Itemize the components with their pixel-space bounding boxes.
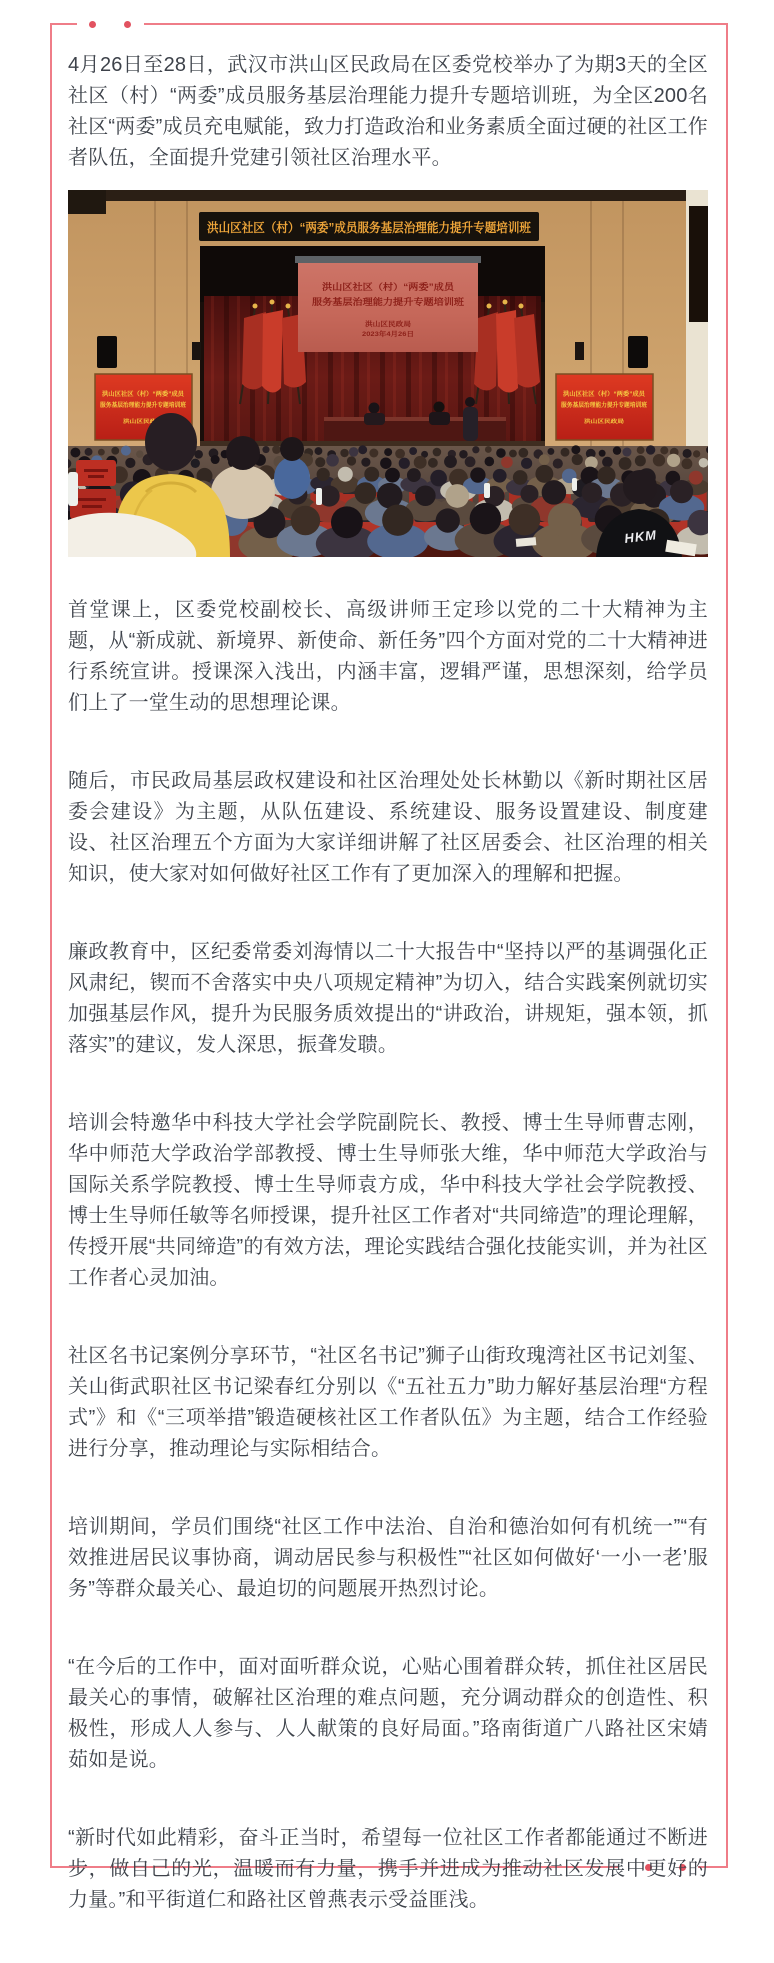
head-table-top xyxy=(324,417,506,421)
svg-text:洪山区民政局: 洪山区民政局 xyxy=(123,419,154,425)
paragraph-case-sharing: 社区名书记案例分享环节，“社区名书记”狮子山街玫瑰湾社区书记刘玺、关山街武职社区书记梁春红分别以《“五社五力”助力解好基层治理“方程式”》和《“三项举措”锻造硬核社区工作者队伍》为主题，结合工作经验进行分享，推动理论与实际相结合。 xyxy=(68,1345,708,1460)
paragraph-first-lecture: 首堂课上，区委党校副校长、高级讲师王定珍以党的二十大精神为主题，从“新成就、新境界、新使命、新任务”四个方面对党的二十大精神进行系统宣讲。授课深入浅出，内涵丰富，逻辑严谨，思想深刻，给学员们上了一堂生动的思想理论课。 xyxy=(68,599,708,714)
screen-date-line: 2023年4月26日 xyxy=(362,331,407,338)
speaker-right xyxy=(628,336,648,368)
control-window xyxy=(689,206,708,322)
svg-text:洪山区民政局: 洪山区民政局 xyxy=(584,419,615,425)
paragraph-quote-zeng: “新时代如此精彩，奋斗正当时，希望每一位社区工作者都能通过不断进步，做自己的光，温暖而有力量，携手并进成为推动社区发展中更好的力量。”和平街道仁和路社区曾燕表示受益匪浅。 xyxy=(68,1827,708,1911)
paragraph-professors: 培训会特邀华中科技大学社会学院副院长、教授、博士生导师曹志刚，华中师范大学政治学部教授、博士生导师张大维，华中师范大学政治与国际关系学院教授、博士生导师袁方成，华中科技大学社会学院教授、博士生导师任敏等名师授课，提升社区工作者对“共同缔造”的理论理解，传授开展“共同缔造”的有效方法，理论实践结合强化技能实训，并为社区工作者心灵加油。 xyxy=(68,1112,708,1289)
screen-top-bar xyxy=(295,256,481,263)
paragraph-linqin-lecture: 随后，市民政局基层政权建设和社区治理处处长林勤以《新时期社区居委会建设》为主题，从队伍建设、系统建设、服务设置建设、制度建设、社区治理五个方面为大家详细讲解了社区居委会、社区治理的相关知识，使大家对如何做好社区工作有了更加深入的理解和把握。 xyxy=(68,770,708,885)
ceiling-corner xyxy=(68,190,106,214)
paragraph-discussions: 培训期间，学员们围绕“社区工作中法治、自治和德治如何有机统一”“有效推进居民议事协商，调动居民参与积极性”“社区如何做好‘一小一老’服务”等群众最关心、最迫切的问题展开热烈讨论。 xyxy=(68,1516,708,1600)
frame-border-right xyxy=(726,23,728,1868)
speaker-left xyxy=(97,336,117,368)
svg-text:洪山区社区（村）“两委”成员: 洪山区社区（村）“两委”成员 xyxy=(102,392,181,398)
projection-screen xyxy=(298,263,478,352)
hkm-jacket-label: HKM xyxy=(623,527,658,546)
paragraph-intro: 4月26日至28日，武汉市洪山区民政局在区委党校举办了为期3天的全区社区（村）“两委”成员服务基层治理能力提升专题培训班，为全区200名社区“两委”成员充电赋能，致力打造政治和业务素质全面过硬的社区工作者队伍，全面提升党建引领社区治理水平。 xyxy=(68,54,708,169)
banner-text: 洪山区社区（村）“两委”成员服务基层治理能力提升专题培训班 xyxy=(207,221,558,235)
svg-text:服务基层治理能力提升专题培训班: 服务基层治理能力提升专题培训班 xyxy=(100,403,191,409)
screen-title-line2: 服务基层治理能力提升专题培训班 xyxy=(312,297,448,307)
svg-text:洪山区社区（村）“两委”成员: 洪山区社区（村）“两委”成员 xyxy=(563,392,642,398)
wall-box-left xyxy=(192,342,201,360)
svg-text:服务基层治理能力提升专题培训班: 服务基层治理能力提升专题培训班 xyxy=(561,403,652,409)
led-screen-right xyxy=(556,374,653,440)
paragraph-integrity-class: 廉政教育中，区纪委常委刘海情以二十大报告中“坚持以严的基调强化正风肃纪，锲而不舍落实中央八项规定精神”为切入，结合实践案例就切实加强基层作风，提升为民服务质效提出的“讲政治，讲规矩，强本领，抓落实”的建议，发人深思，振聋发聩。 xyxy=(68,941,708,1056)
article-body xyxy=(68,0,708,1963)
ceiling-strip xyxy=(68,190,708,201)
paragraph-quote-song: “在今后的工作中，面对面听群众说，心贴心围着群众转，抓住社区居民最关心的事情，破解社区治理的难点问题，充分调动群众的创造性、积极性，形成人人参与、人人献策的良好局面。”珞南街道广八路社区宋婧茹如是说。 xyxy=(68,1656,708,1771)
training-session-photo[interactable] xyxy=(68,190,708,557)
screen-title-line1: 洪山区社区（村）“两委”成员 xyxy=(322,282,440,292)
screen-org-line: 洪山区民政局 xyxy=(365,321,404,328)
frame-border-left xyxy=(50,23,52,1868)
wall-box-right xyxy=(575,342,584,360)
